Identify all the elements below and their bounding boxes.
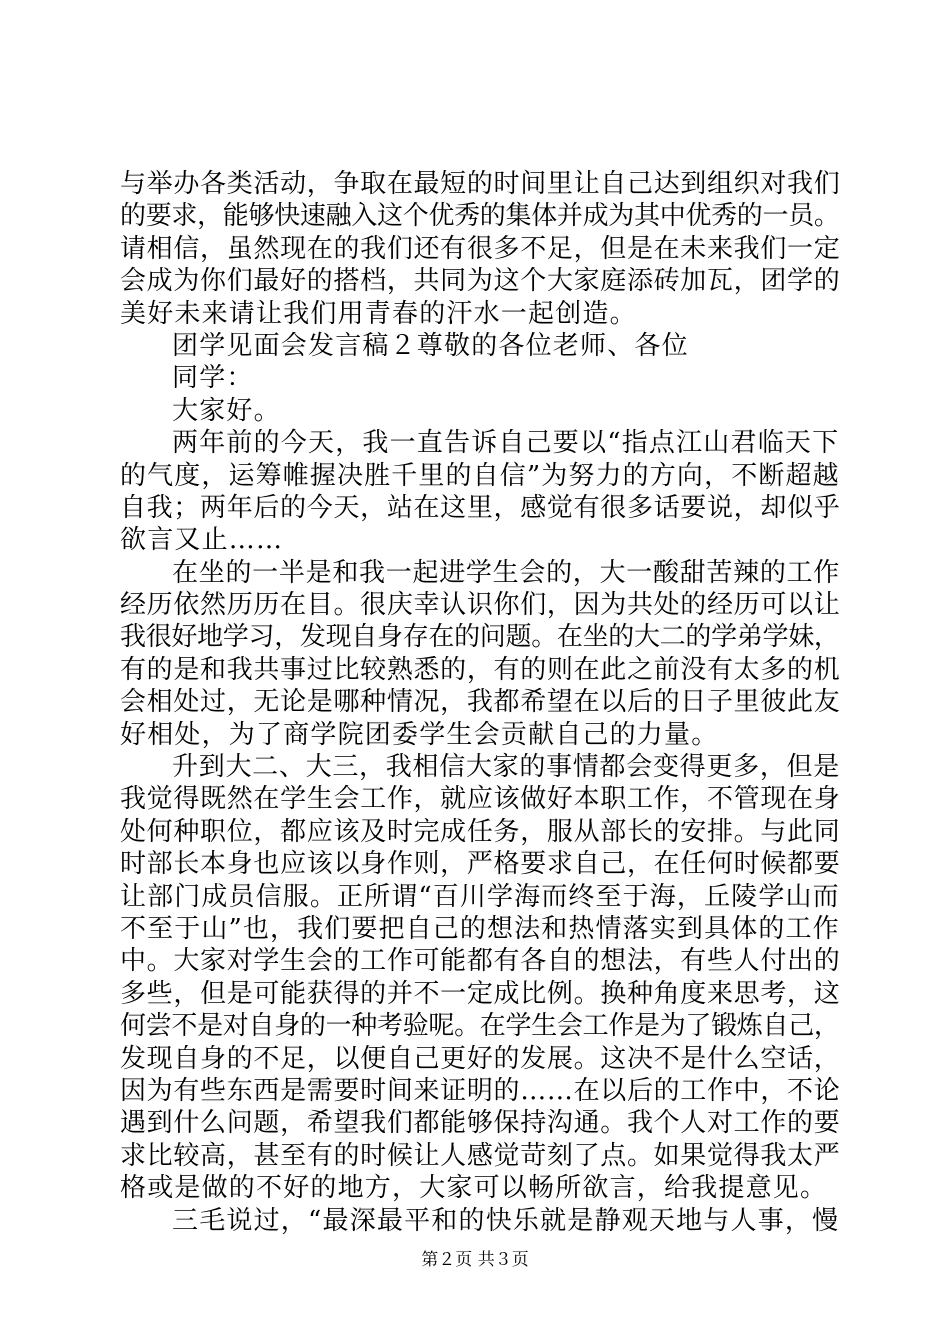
text-line: 团学见面会发言稿２尊敬的各位老师、各位 — [172, 330, 689, 361]
text-line: 经历依然历历在目。很庆幸认识你们，因为共处的经历可以让 — [120, 590, 840, 621]
text-line: 我觉得既然在学生会工作，就应该做好本职工作，不管现在身 — [120, 784, 840, 815]
text-line: 会相处过，无论是哪种情况，我都希望在以后的日子里彼此友 — [120, 687, 840, 718]
text-line: 不至于山”也，我们要把自己的想法和热情落实到具体的工作 — [120, 913, 840, 944]
text-line: 三毛说过，“最深最平和的快乐就是静观天地与人事，慢 — [172, 1205, 840, 1236]
text-line: 让部门成员信服。正所谓“百川学海而终至于海，丘陵学山而 — [120, 881, 840, 912]
text-line: 请相信，虽然现在的我们还有很多不足，但是在未来我们一定 — [120, 233, 840, 264]
text-line: 格或是做的不好的地方，大家可以畅所欲言，给我提意见。 — [120, 1173, 828, 1204]
text-line: 的要求，能够快速融入这个优秀的集体并成为其中优秀的一员。 — [120, 201, 840, 232]
text-line: 大家好。 — [172, 395, 281, 426]
document-body — [120, 168, 840, 1237]
text-line: 求比较高，甚至有的时候让人感觉苛刻了点。如果觉得我太严 — [120, 1140, 840, 1171]
text-line: 时部长本身也应该以身作则，严格要求自己，在任何时候都要 — [120, 849, 840, 880]
text-line: 与举办各类活动，争取在最短的时间里让自己达到组织对我们 — [120, 169, 840, 199]
text-line: 同学： — [172, 363, 254, 394]
text-line: 中。大家对学生会的工作可能都有各自的想法，有些人付出的 — [120, 946, 840, 977]
text-line: 好相处，为了商学院团委学生会贡献自己的力量。 — [120, 719, 719, 750]
text-line: 有的是和我共事过比较熟悉的，有的则在此之前没有太多的机 — [120, 654, 840, 685]
text-line: 因为有些东西是需要时间来证明的……在以后的工作中，不论 — [120, 1075, 840, 1106]
text-line: 两年前的今天，我一直告诉自己要以“指点江山君临天下 — [172, 428, 840, 459]
page-footer: 第２页 共３页 — [421, 1250, 529, 1270]
text-line: 在坐的一半是和我一起进学生会的，大一酸甜苦辣的工作 — [172, 557, 840, 588]
text-line: 多些，但是可能获得的并不一定成比例。换种角度来思考，这 — [120, 978, 840, 1009]
text-line: 遇到什么问题，希望我们都能够保持沟通。我个人对工作的要 — [120, 1108, 840, 1139]
text-line: 发现自身的不足，以便自己更好的发展。这决不是什么空话， — [120, 1043, 840, 1074]
text-line: 处何种职位，都应该及时完成任务，服从部长的安排。与此同 — [120, 816, 840, 847]
text-line: 升到大二、大三，我相信大家的事情都会变得更多，但是 — [172, 752, 840, 783]
text-line: 欲言又止…… — [120, 525, 284, 556]
text-line: 的气度，运筹帷握决胜千里的自信”为努力的方向，不断超越 — [120, 460, 840, 491]
text-line: 美好未来请让我们用青春的汗水一起创造。 — [120, 298, 637, 329]
text-line: 何尝不是对自身的一种考验呢。在学生会工作是为了锻炼自己， — [120, 1011, 840, 1042]
text-line: 我很好地学习，发现自身存在的问题。在坐的大二的学弟学妹， — [120, 622, 840, 653]
text-line: 自我；两年后的今天，站在这里，感觉有很多话要说，却似乎 — [120, 492, 840, 523]
text-line: 会成为你们最好的搭档，共同为这个大家庭添砖加瓦，团学的 — [120, 266, 840, 297]
